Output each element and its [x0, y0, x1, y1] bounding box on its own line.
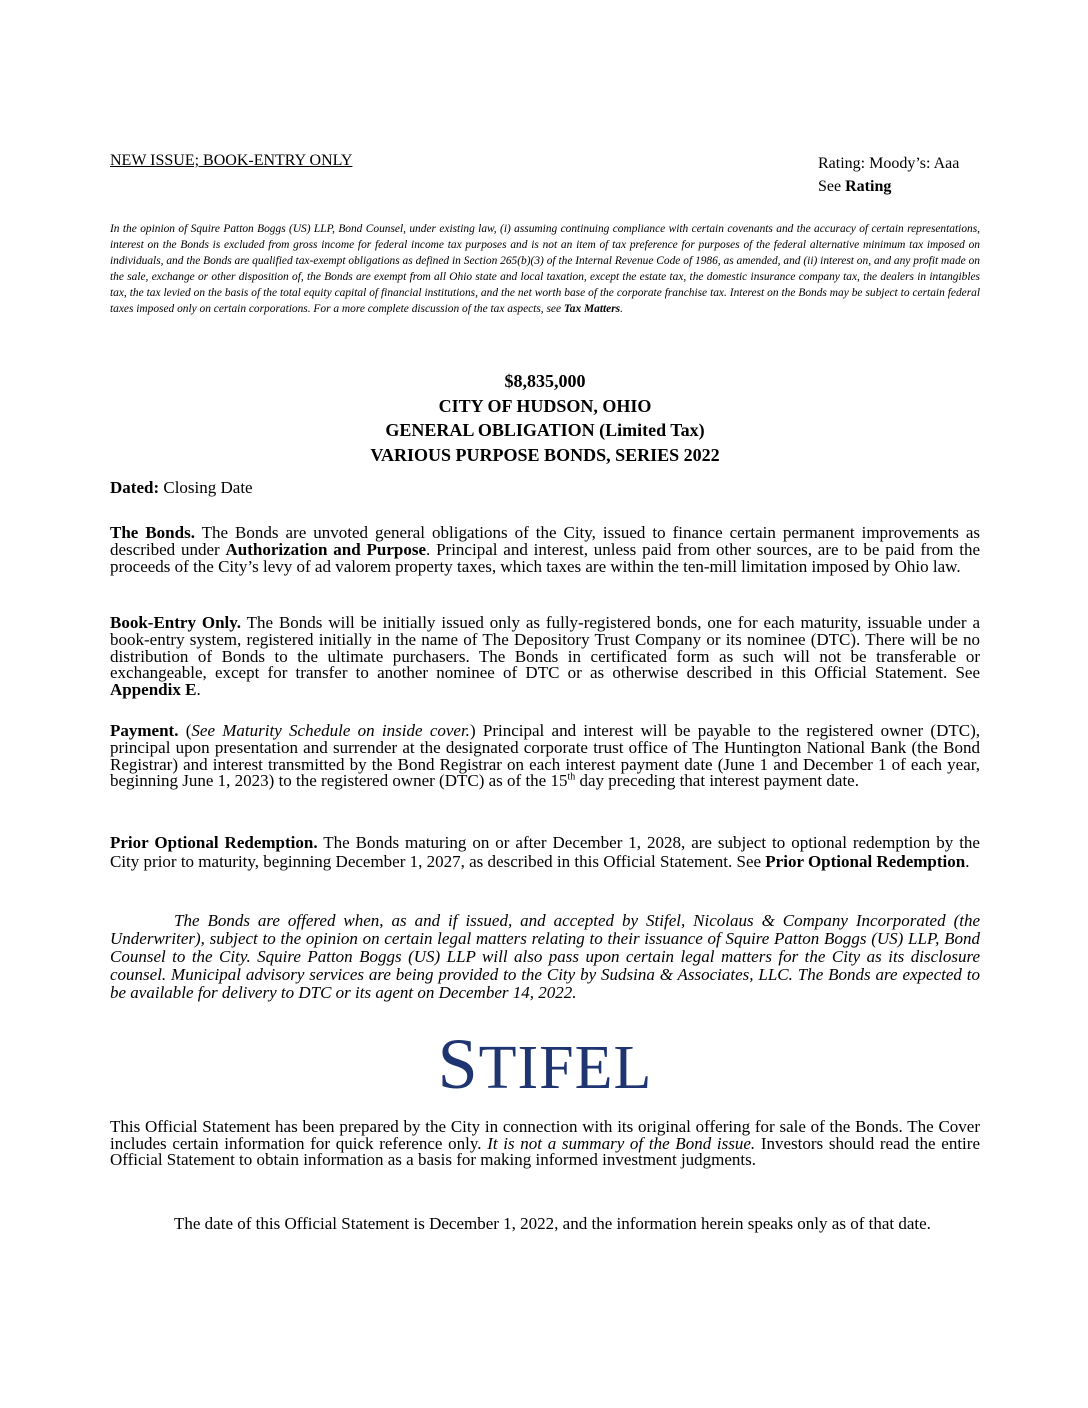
payment-sup: th [567, 771, 576, 783]
opinion-end: . [620, 303, 623, 315]
dated-line [110, 478, 253, 498]
see-rating-ref: Rating [845, 178, 892, 195]
payment-paragraph [110, 723, 980, 790]
payment-paren-open: ( [178, 721, 192, 740]
book-entry-paragraph [110, 615, 980, 699]
stifel-logo [110, 1023, 980, 1106]
statement-text-2: Investors should read the entire Official Statement to obtain information as a basis for making informed investment judgments. [110, 1133, 980, 1169]
statement-paragraph [110, 1119, 980, 1169]
redemption-paragraph [110, 833, 980, 871]
payment-paren-close: ) [469, 721, 476, 740]
title-issuer: CITY OF HUDSON, OHIO [438, 395, 652, 416]
bonds-paragraph [110, 525, 980, 575]
bonds-text-1: The Bonds are unvoted general obligations of the City, issued to finance certain permanent improvements as described under [110, 523, 981, 559]
book-entry-heading: Book-Entry Only. [110, 613, 242, 632]
opinion-ref: Tax Matters [563, 303, 621, 315]
see-prefix: See [818, 178, 846, 195]
bond-title [110, 369, 980, 467]
issue-type: NEW ISSUE; BOOK-ENTRY ONLY [110, 152, 353, 169]
payment-text-1: Principal and interest will be payable to the registered owner (DTC), principal upon presentation and surrender at the designated corporate trust office of The Huntington National Bank (the Bond Registrar) and interest transmitted by the Bond Registrar on each interest payment date (June 1 and December 1 of each year, beginning June 1, 2023) to the registered owner (DTC) as of the 15 [110, 721, 980, 791]
logo-rest: TIFEL [478, 1034, 653, 1102]
tax-opinion [110, 221, 980, 317]
bonds-heading: The Bonds. [110, 523, 195, 542]
redemption-text-1: The Bonds maturing on or after December 1, 2028, are subject to optional redemption by the City prior to maturity, beginning December 1, 2027, as described in this Official Statement. See [110, 833, 980, 871]
header-row [110, 152, 980, 200]
title-series: VARIOUS PURPOSE BONDS, SERIES 2022 [370, 444, 720, 465]
rating-see [818, 175, 959, 198]
logo-first-letter: S [437, 1024, 479, 1104]
title-obligation: GENERAL OBLIGATION (Limited Tax) [385, 420, 705, 440]
dated-label: Dated: [110, 478, 160, 497]
redemption-text-2: . [965, 852, 970, 871]
payment-heading: Payment. [110, 721, 179, 740]
statement-text-1: This Official Statement has been prepared by the City in connection with its original offering for sale of the Bonds. The Cover includes certain information for quick reference only. [110, 1117, 980, 1153]
title-amount: $8,835,000 [504, 371, 586, 391]
bonds-ref: Authorization and Purpose [225, 539, 427, 559]
book-entry-text-2: . [196, 680, 201, 700]
book-entry-ref: Appendix E [110, 680, 197, 700]
statement-italic: It is not a summary of the Bond issue. [487, 1133, 756, 1153]
bonds-text-2: . Principal and interest, unless paid from other sources, are to be paid from the proceeds of the City’s levy of ad valorem property taxes, which taxes are within the ten-mill limitation imposed by Ohio law. [110, 539, 980, 576]
payment-note: See Maturity Schedule on inside cover. [191, 721, 470, 740]
dated-value: Closing Date [163, 478, 253, 497]
rating-line: Rating: Moody’s: Aaa [818, 155, 960, 172]
payment-text-2: day preceding that interest payment date. [575, 771, 859, 791]
rating-block [818, 152, 959, 198]
date-note-paragraph: The date of this Official Statement is December 1, 2022, and the information herein speaks only as of that date. [174, 1214, 931, 1233]
redemption-ref: Prior Optional Redemption [765, 852, 966, 871]
opinion-text: In the opinion of Squire Patton Boggs (US) LLP, Bond Counsel, under existing law, (i) assuming continuing compliance with certain covenants and the accuracy of certain representations, interest on the Bonds is excluded from gross income for federal income tax purposes and is not an item of tax preference for purposes of the federal alternative minimum tax imposed on individuals, and the Bonds are qualified tax-exempt obligations as defined in Section 265(b)(3) of the Internal Revenue Code of 1986, as amended, and (ii) interest on, and any profit made on the sale, exchange or other disposition of, the Bonds are exempt from all Ohio state and local taxation, except the estate tax, the domestic insurance company tax, the dealers in intangibles tax, the tax levied on the basis of the total equity capital of financial institutions, and the net worth base of the corporate franchise tax. Interest on the Bonds may be subject to certain federal taxes imposed only on certain corporations. For a more complete discussion of the tax aspects, see [110, 223, 980, 315]
offering-paragraph: The Bonds are offered when, as and if issued, and accepted by Stifel, Nicolaus & Company Incorporated (the Underwriter), subject to the opinion on certain legal matters relating to their issuance of Squire Patton Boggs (US) LLP, Bond Counsel to the City. Squire Patton Boggs (US) LLP will also pass upon certain legal matters for the City as its disclosure counsel. Municipal advisory services are being provided to the City by Sudsina & Associates, LLC. The Bonds are expected to be available for delivery to DTC or its agent on December 14, 2022. [110, 911, 980, 1002]
book-entry-text-1: The Bonds will be initially issued only as fully-registered bonds, one for each maturity, issuable under a book-entry system, registered initially in the name of The Depository Trust Company or its nominee (DTC). There will be no distribution of Bonds to the ultimate purchasers. The Bonds in certificated form as such will not be transferable or exchangeable, except for transfer to another nominee of DTC or as otherwise described in this Official Statement. See [110, 613, 980, 683]
redemption-heading: Prior Optional Redemption. [110, 833, 318, 852]
